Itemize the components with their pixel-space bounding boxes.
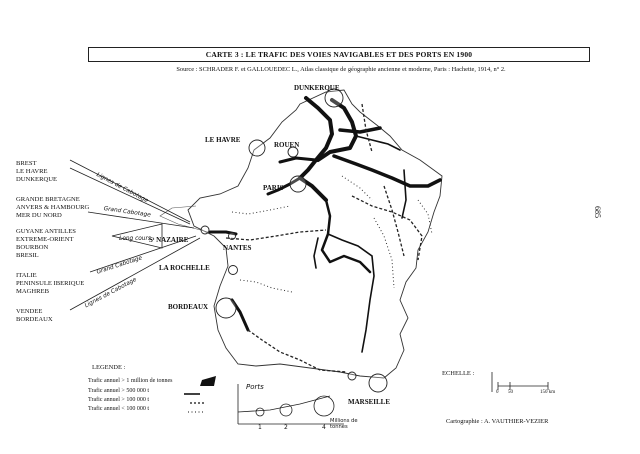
scale-mark-50: 50: [508, 390, 513, 395]
legend-item-4: Trafic annuel < 100 000 t: [88, 406, 149, 412]
port-circle-cette: [348, 372, 356, 380]
port-circle-nantes: [229, 233, 236, 240]
destination-item: GRANDE BRETAGNE: [16, 196, 80, 203]
destination-item: GUYANE ANTILLES: [16, 228, 76, 235]
destination-item: DUNKERQUE: [16, 176, 58, 183]
map-title: CARTE 3 : LE TRAFIC DES VOIES NAVIGABLES ET DES PORTS EN 1900: [88, 47, 590, 62]
scale-mark-150: 150 km: [540, 390, 556, 395]
ports-scale-1: 1: [258, 424, 262, 431]
scale-label: ECHELLE :: [442, 370, 475, 377]
destination-group-3: [16, 228, 76, 260]
destination-item: BRESIL: [16, 252, 39, 259]
port-label-nantes: NANTES: [223, 244, 252, 252]
port-label-bordeaux: BORDEAUX: [168, 303, 209, 311]
destination-item: VENDEE: [16, 308, 43, 315]
waterways-minor: [232, 176, 432, 292]
scale-bar: [492, 372, 548, 392]
destination-item: BORDEAUX: [16, 316, 53, 323]
port-circle-paris: [290, 176, 306, 192]
port-label-marseille: MARSEILLE: [348, 398, 391, 406]
port-circle-marseille: [369, 374, 387, 392]
destination-group-4: [16, 272, 84, 296]
map-source: Source : SCHRADER F. et GALLOUEDEC L., Atlas classique de géographie ancienne et moderne, Paris : Hachette, 1914, n° 2.: [176, 66, 506, 73]
ports-scale-4: 4: [322, 424, 326, 431]
route-label-grand-cabotage-1: Grand Cabotage: [103, 206, 152, 219]
port-label-paris: PARIS: [263, 184, 284, 192]
destination-item: ANVERS & HAMBOURG: [16, 204, 90, 211]
ports-scale-2: 2: [284, 424, 288, 431]
legend-item-3: Trafic annuel > 100 000 t: [88, 397, 149, 403]
ports-legend-title: Ports: [246, 383, 264, 391]
port-label-le-havre: LE HAVRE: [205, 136, 241, 144]
destination-item: MER DU NORD: [16, 212, 62, 219]
legend-item-2: Trafic annuel > 500 000 t: [88, 388, 149, 394]
destination-item: LE HAVRE: [16, 168, 48, 175]
port-circle-st-nazaire: [201, 226, 209, 234]
cartographer-credit: Cartographie : A. VAUTHIER-VEZIER: [446, 418, 549, 425]
destination-item: BOURBON: [16, 244, 49, 251]
destination-group-1: [16, 160, 57, 184]
destination-item: PENINSULE IBERIQUE: [16, 280, 85, 287]
destination-item: MAGHREB: [16, 288, 49, 295]
route-arrows: [70, 160, 200, 310]
port-circle-la-rochelle: [229, 266, 238, 275]
route-lignes-cabotage-2: [70, 238, 200, 310]
legend-item-1: Trafic annuel > 1 million de tonnes: [88, 378, 173, 384]
waterways-heavy: [210, 98, 440, 330]
route-label-long-cours: Long cours: [119, 236, 151, 242]
page-number: 685: [593, 206, 602, 218]
port-circle-le-havre: [249, 140, 265, 156]
port-label-dunkerque: DUNKERQUE: [294, 84, 340, 92]
port-label-la-rochelle: LA ROCHELLE: [159, 264, 210, 272]
port-circle-bordeaux: [216, 298, 236, 318]
destination-item: BREST: [16, 160, 37, 167]
france-outline: [188, 90, 442, 378]
route-label-grand-cabotage-2: Grand Cabotage: [96, 255, 144, 276]
scale-mark-0: 0: [496, 390, 499, 395]
port-circles: [201, 89, 387, 392]
port-label-st-nazaire: Sᵗ NAZAIRE: [149, 236, 189, 244]
destination-item: EXTREME-ORIENT: [16, 236, 74, 243]
legend-swatches: [184, 376, 216, 412]
route-label-lignes-cabotage-1: Lignes de Cabotage: [95, 172, 149, 205]
waterways-medium: [314, 136, 406, 352]
port-label-rouen: ROUEN: [274, 141, 300, 149]
destination-group-2: [16, 196, 89, 220]
destination-item: ITALIE: [16, 272, 37, 279]
ports-scale-unit: Millions de tonnes: [330, 418, 358, 430]
route-label-lignes-cabotage-2: Lignes de Cabotage: [84, 276, 138, 310]
destination-group-5: [16, 308, 53, 324]
legend-title: LEGENDE :: [92, 364, 126, 371]
